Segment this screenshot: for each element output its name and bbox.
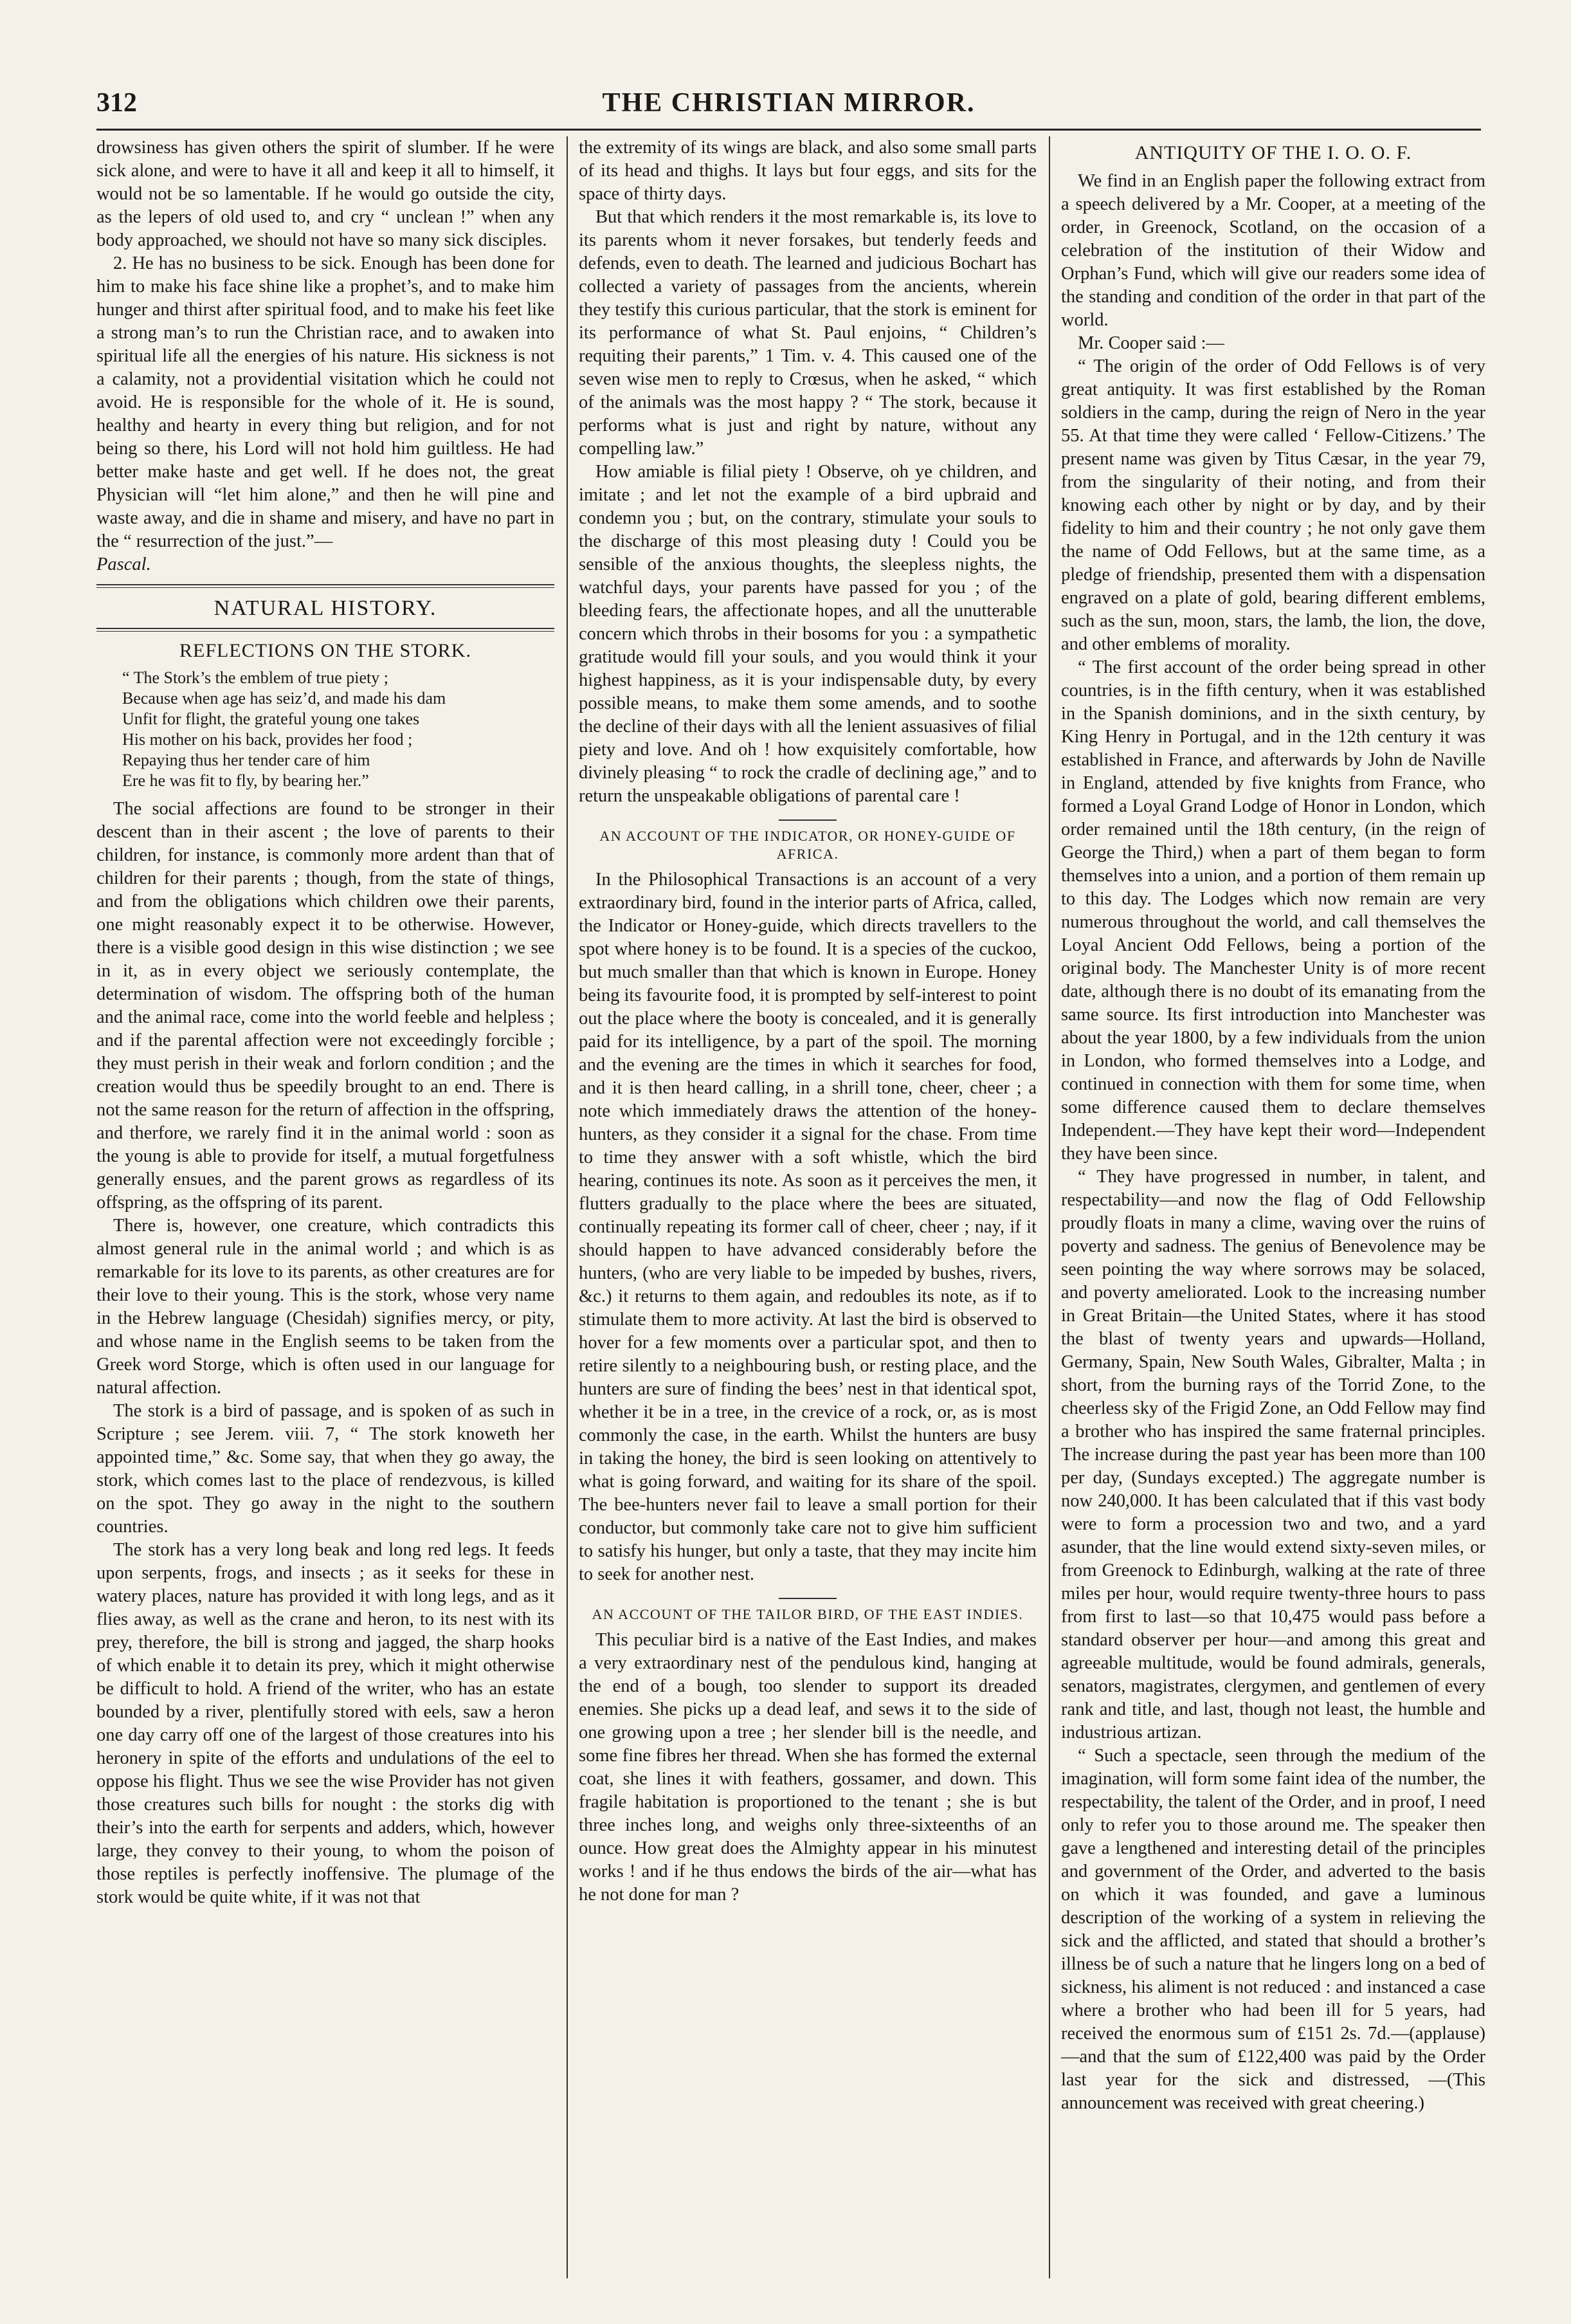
- paragraph: The social affections are found to be stronger in their descent than in their ascent ; the love of parents to their children, for instance, is commonly more ardent than that of children for their parents ; though, from the state of things, and from the obligations which children owe their parents, one might reasonably expect it to be otherwise. However, there is a visible good design in this wise distinction ; we see in it, as in every object we seriously contemplate, the determination of wisdom. The offspring both of the human and the animal race, come into the world feeble and helpless ; and if the parental affection were not exceedingly forcible ; they must perish in their weak and forlorn condition ; and the creation would thus be speedily brought to an end. There is not the same reason for the return of affection in the offspring, and therfore, we rarely find it in the animal world : soon as the young is able to provide for itself, a mutual forgetfulness generally ensues, and the parent grows as regardless of its offspring, as the offspring of its parent.: [96, 799, 554, 1212]
- paragraph: drowsiness has given others the spirit of slumber. If he were sick alone, and were to have it all and keep it all to himself, it would not be so lamentable. If he would go outside the city, as the lepers of old used to, and cry “ unclean !” when any body approached, we should not have so many sick disciples.: [96, 138, 554, 250]
- page-header: [96, 84, 1481, 129]
- paragraph: This peculiar bird is a native of the East Indies, and makes a very extraordinary nest of the pendulous kind, hanging at the end of a bough, too slender to support its dreaded enemies. She picks up a dead leaf, and sews it to the side of one growing upon a tree ; her slender bill is the needle, and some fine fibres her thread. When she has formed the external coat, she lines it with feathers, gossamer, and down. This fragile habitation is proportioned to the tenant ; she is but three inches long, and weighs only three-sixteenths of an ounce. How great does the Almighty appear in his minutest works ! and if he thus endows the birds of the air—what has he not done for man ?: [579, 1630, 1037, 1905]
- poem-line: Because when age has seiz’d, and made his dam: [122, 689, 446, 708]
- section-rule: [96, 628, 554, 632]
- paragraph: We find in an English paper the following extract from a speech delivered by a Mr. Cooper, at a meeting of the order, in Greenock, Scotland, on the occasion of a celebration of the institution of their Widow and Orphan’s Fund, which will give our readers some idea of the standing and condition of the order in that part of the world.: [1061, 171, 1485, 330]
- paragraph: But that which renders it the most remarkable is, its love to its parents whom it never forsakes, but tenderly feeds and defends, even to death. The learned and judicious Bochart has collected a variety of passages from the ancients, wherein they testify this curious particular, that the stork is eminent for its performance of what St. Paul enjoins, “ Children’s requiting their parents,” 1 Tim. v. 4. This caused one of the seven wise men to reply to Crœsus, when he asked, “ which of the animals was the most happy ? “ The stork, because it performs what is just and right by nature, without any compelling law.”: [579, 207, 1037, 459]
- poem-line: Ere he was fit to fly, by bearing her.”: [122, 771, 369, 790]
- poem-line: “ The Stork’s the emblem of true piety ;: [122, 668, 388, 687]
- paragraph: The stork has a very long beak and long red legs. It feeds upon serpents, frogs, and insects ; as it seeks for these in watery places, nature has provided it with long legs, and as it flies away, as well as the crane and heron, to its nest with its prey, therefore, the bill is strong and jagged, the sharp hooks of which enable it to detain its prey, which it might otherwise be difficult to hold. A friend of the writer, who has an estate bounded by a river, plentifully stored with eels, saw a heron one day carry off one of the largest of those creatures into his heronery in spite of the efforts and undulations of the eel to oppose his flight. Thus we see the wise Provider has not given those creatures such bills for nought : the storks dig with their’s into the earth for serpents and adders, which, however large, they convey to their young, to whom the poison of those reptiles is perfectly inoffensive. The plumage of the stork would be quite white, if it was not that: [96, 1540, 554, 1907]
- poem-line: Repaying thus her tender care of him: [122, 751, 370, 769]
- paragraph: There is, however, one creature, which contradicts this almost general rule in the animal world ; and which is as remarkable for its love to its parents, as other creatures are for their love to their young. This is the stork, whose very name in the Hebrew language (Chesidah) signifies mercy, or pity, and whose name in the English seems to be taken from the Greek word Storge, which is often used in our language for natural affection.: [96, 1216, 554, 1398]
- paragraph: “ The first account of the order being spread in other countries, is in the fifth century, when it was established in the Spanish dominions, and in the sixth century, by King Henry in Portugal, and in the 12th century it was established in France, and afterwards by John de Naville in England, attended by five knights from France, who formed a Loyal Grand Lodge of Honor in London, which order remained until the 18th century, (in the reign of George the Third,) when a part of them began to form themselves into a union, and a portion of them remain up to this day. The Lodges which now remain are very numerous throughout the world, and call themselves the Loyal Ancient Odd Fellows, being a portion of the original body. The Manchester Unity is of more recent date, although there is no doubt of its emanating from the same source. Its first introduction into Manchester was about the year 1800, by a few individuals from the union in London, who formed themselves into a Lodge, and continued in connection with them for some time, when some difference caused them to declare themselves Independent.—They have kept their word—Independent they have been since.: [1061, 657, 1485, 1164]
- article-title: AN ACCOUNT OF THE INDICATOR, OR HONEY-GUIDE OF AFRICA.: [599, 828, 1016, 862]
- article-rule: [779, 819, 837, 821]
- section-heading: NATURAL HISTORY.: [213, 596, 437, 620]
- poem-line: His mother on his back, provides her food ;: [122, 730, 413, 749]
- article-title: AN ACCOUNT OF THE TAILOR BIRD, OF THE EAST INDIES.: [592, 1606, 1024, 1622]
- paragraph: “ Such a spectacle, seen through the medium of the imagination, will form some faint idea of the number, the respectability, the talent of the Order, and in proof, I need only to refer you to those around me. The speaker then gave a lengthened and interesting detail of the principles and government of the Order, and adverted to the basis on which it was founded, and gave a luminous description of the working of a system in relieving the sick and the afflicted, and stated that should a brother’s illness be of such a nature that he lingers long on a bed of sickness, his aliment is not reduced : and instanced a case where a brother who had been ill for 5 years, had received the enormous sum of £151 2s. 7d.—(applause)—and that the sum of £122,400 was paid by the Order last year for the sick and distressed, —(This announcement was received with great cheering.): [1061, 1746, 1485, 2113]
- paragraph: 2. He has no business to be sick. Enough has been done for him to make his face shine like a prophet’s, and to make him hunger and thirst after spiritual food, and to make his feet like a strong man’s to run the Christian race, and to awaken into spiritual life all the energies of his nature. His sickness is not a calamity, not a providential visitation which he could not avoid. He is responsible for the whole of it. He is sound, healthy and hearty in every thing but religion, and for not being so there, his Lord will not hold him guiltless. He had better make haste and get well. If he does not, the great Physician will “let him alone,” and then he will pine and waste away, and die in shame and misery, and have no part in the “ resurrection of the just.”—: [96, 253, 554, 551]
- column-divider: [567, 136, 568, 2278]
- column-divider: [1049, 136, 1050, 2278]
- paragraph: the extremity of its wings are black, and also some small parts of its head and thighs. It lays but four eggs, and sits for the space of thirty days.: [579, 138, 1037, 204]
- header-rule: [96, 129, 1481, 131]
- paragraph: “ The origin of the order of Odd Fellows is of very great antiquity. It was first established by the Roman soldiers in the camp, during the reign of Nero in the year 55. At that time they were called ‘ Fellow-Citizens.’ The present name was given by Titus Cæsar, in the year 79, from the singularity of their noting, and from their knowing each other by night or by day, and by their fidelity to him and their country ; he not only gave them the name of Odd Fellows, but at the same time, as a pledge of friendship, presented them with a dispensation engraved on a plate of gold, bearing different emblems, such as the sun, moon, stars, the lamb, the lion, the dove, and other emblems of morality.: [1061, 356, 1485, 654]
- page-number: 312: [96, 88, 137, 118]
- paragraph: The stork is a bird of passage, and is spoken of as such in Scripture ; see Jerem. viii. 7, “ The stork knoweth her appointed time,” &c. Some say, that when they go away, the stork, which comes last to the place of rendezvous, is killed on the spot. They go away in the night to the southern countries.: [96, 1401, 554, 1537]
- section-rule: [96, 584, 554, 588]
- column-1: [96, 136, 554, 2278]
- poem: [122, 668, 554, 791]
- running-head: THE CHRISTIAN MIRROR.: [602, 88, 976, 118]
- paragraph: In the Philosophical Transactions is an account of a very extraordinary bird, found in the interior parts of Africa, called, the Indicator or Honey-guide, which directs travellers to the spot where honey is to be found. It is a species of the cuckoo, but much smaller than that which is known in Europe. Honey being its favourite food, it is prompted by self-interest to point out the place where the booty is concealed, and it is generally paid for its intelligence, by a part of the spoil. The morning and the evening are the times in which it searches for food, and it is then heard calling, in a shrill tone, cheer, cheer ; a note which immediately draws the attention of the honey-hunters, as they consider it a signal for the chase. From time to time they answer with a soft whistle, which the bird hearing, continues its note. As soon as it perceives the men, it flutters gradually to the place where the bees are situated, continually repeating its former call of cheer, cheer ; nay, if it should happen to have advanced considerably before the hunters, (who are very liable to be impeded by bushes, rivers, &c.) it returns to them again, and redoubles its note, as if to stimulate them to more activity. At last the bird is observed to hover for a few moments over a particular spot, and then to retire silently to a neighbouring bush, or resting place, and the hunters are sure of finding the bees’ nest in that identical spot, whether it be in a tree, in the crevice of a rock, or, as is most commonly the case, in the earth. Whilst the hunters are busy in taking the honey, the bird is seen looking on attentively to what is going forward, and waiting for its share of the spoil. The bee-hunters never fail to leave a small portion for their conductor, but commonly take care not to give him sufficient to satisfy his hunger, but only a taste, that they may incite him to seek for another nest.: [579, 870, 1037, 1584]
- article-rule: [779, 1598, 837, 1599]
- poem-line: Unfit for flight, the grateful young one takes: [122, 709, 420, 728]
- paragraph: “ They have progressed in number, in talent, and respectability—and now the flag of Odd Fellowship proudly floats in many a clime, waving over the ruins of poverty and sadness. The genius of Benevolence may be seen pointing the way where sorrows may be solaced, and poverty ameliorated. Look to the increasing number in Great Britain—the United States, where it has stood the blast of twenty years and upwards—Holland, Germany, Spain, New South Wales, Gibralter, Malta ; in short, from the burning rays of the Torrid Zone, to the cheerless sky of the Frigid Zone, an Odd Fellow may find a brother who has inspired the same fraternal principles. The increase during the past year has been more than 100 per day, (Sundays excepted.) The aggregate number is now 240,000. It has been calculated that if this vast body were to form a procession two and two, and a yard asunder, that the line would extend sixty-seven miles, or from Greenock to Edinburgh, walking at the rate of three miles per hour, would require twenty-three hours to pass from first to last—so that 10,475 would pass before a standard observer per hour—and among this great and agreeable multitude, would be found admirals, generals, senators, magistrates, clergymen, and gentlemen of every rank and title, and last, though not least, the humble and industrious artizan.: [1061, 1167, 1485, 1743]
- column-3: [1061, 136, 1485, 2278]
- signature: Pascal.: [96, 554, 151, 574]
- article-title: ANTIQUITY OF THE I. O. O. F.: [1134, 142, 1412, 163]
- column-2: [579, 136, 1037, 2278]
- article-title: REFLECTIONS ON THE STORK.: [179, 640, 471, 661]
- paragraph: Mr. Cooper said :—: [1078, 333, 1224, 353]
- paragraph: How amiable is filial piety ! Observe, oh ye children, and imitate ; and let not the example of a bird upbraid and condemn you ; but, on the contrary, stimulate your souls to the discharge of this most pleasing duty ! Could you be sensible of the anxious thoughts, the sleepless nights, the watchful days, your parents have passed for you ; of the bleeding fears, the affectionate hopes, and all the unutterable concern which throbs in their bosoms for you : a sympathetic gratitude would fill your souls, and you would think it your highest happiness, as it is your indispensable duty, by every possible means, to make them some amends, and to soothe the decline of their days with all the lenient assuasives of filial piety and love. And oh ! how exquisitely comfortable, how divinely pleasing “ to rock the cradle of declining age,” and to return the unspeakable obligations of parental care !: [579, 462, 1037, 806]
